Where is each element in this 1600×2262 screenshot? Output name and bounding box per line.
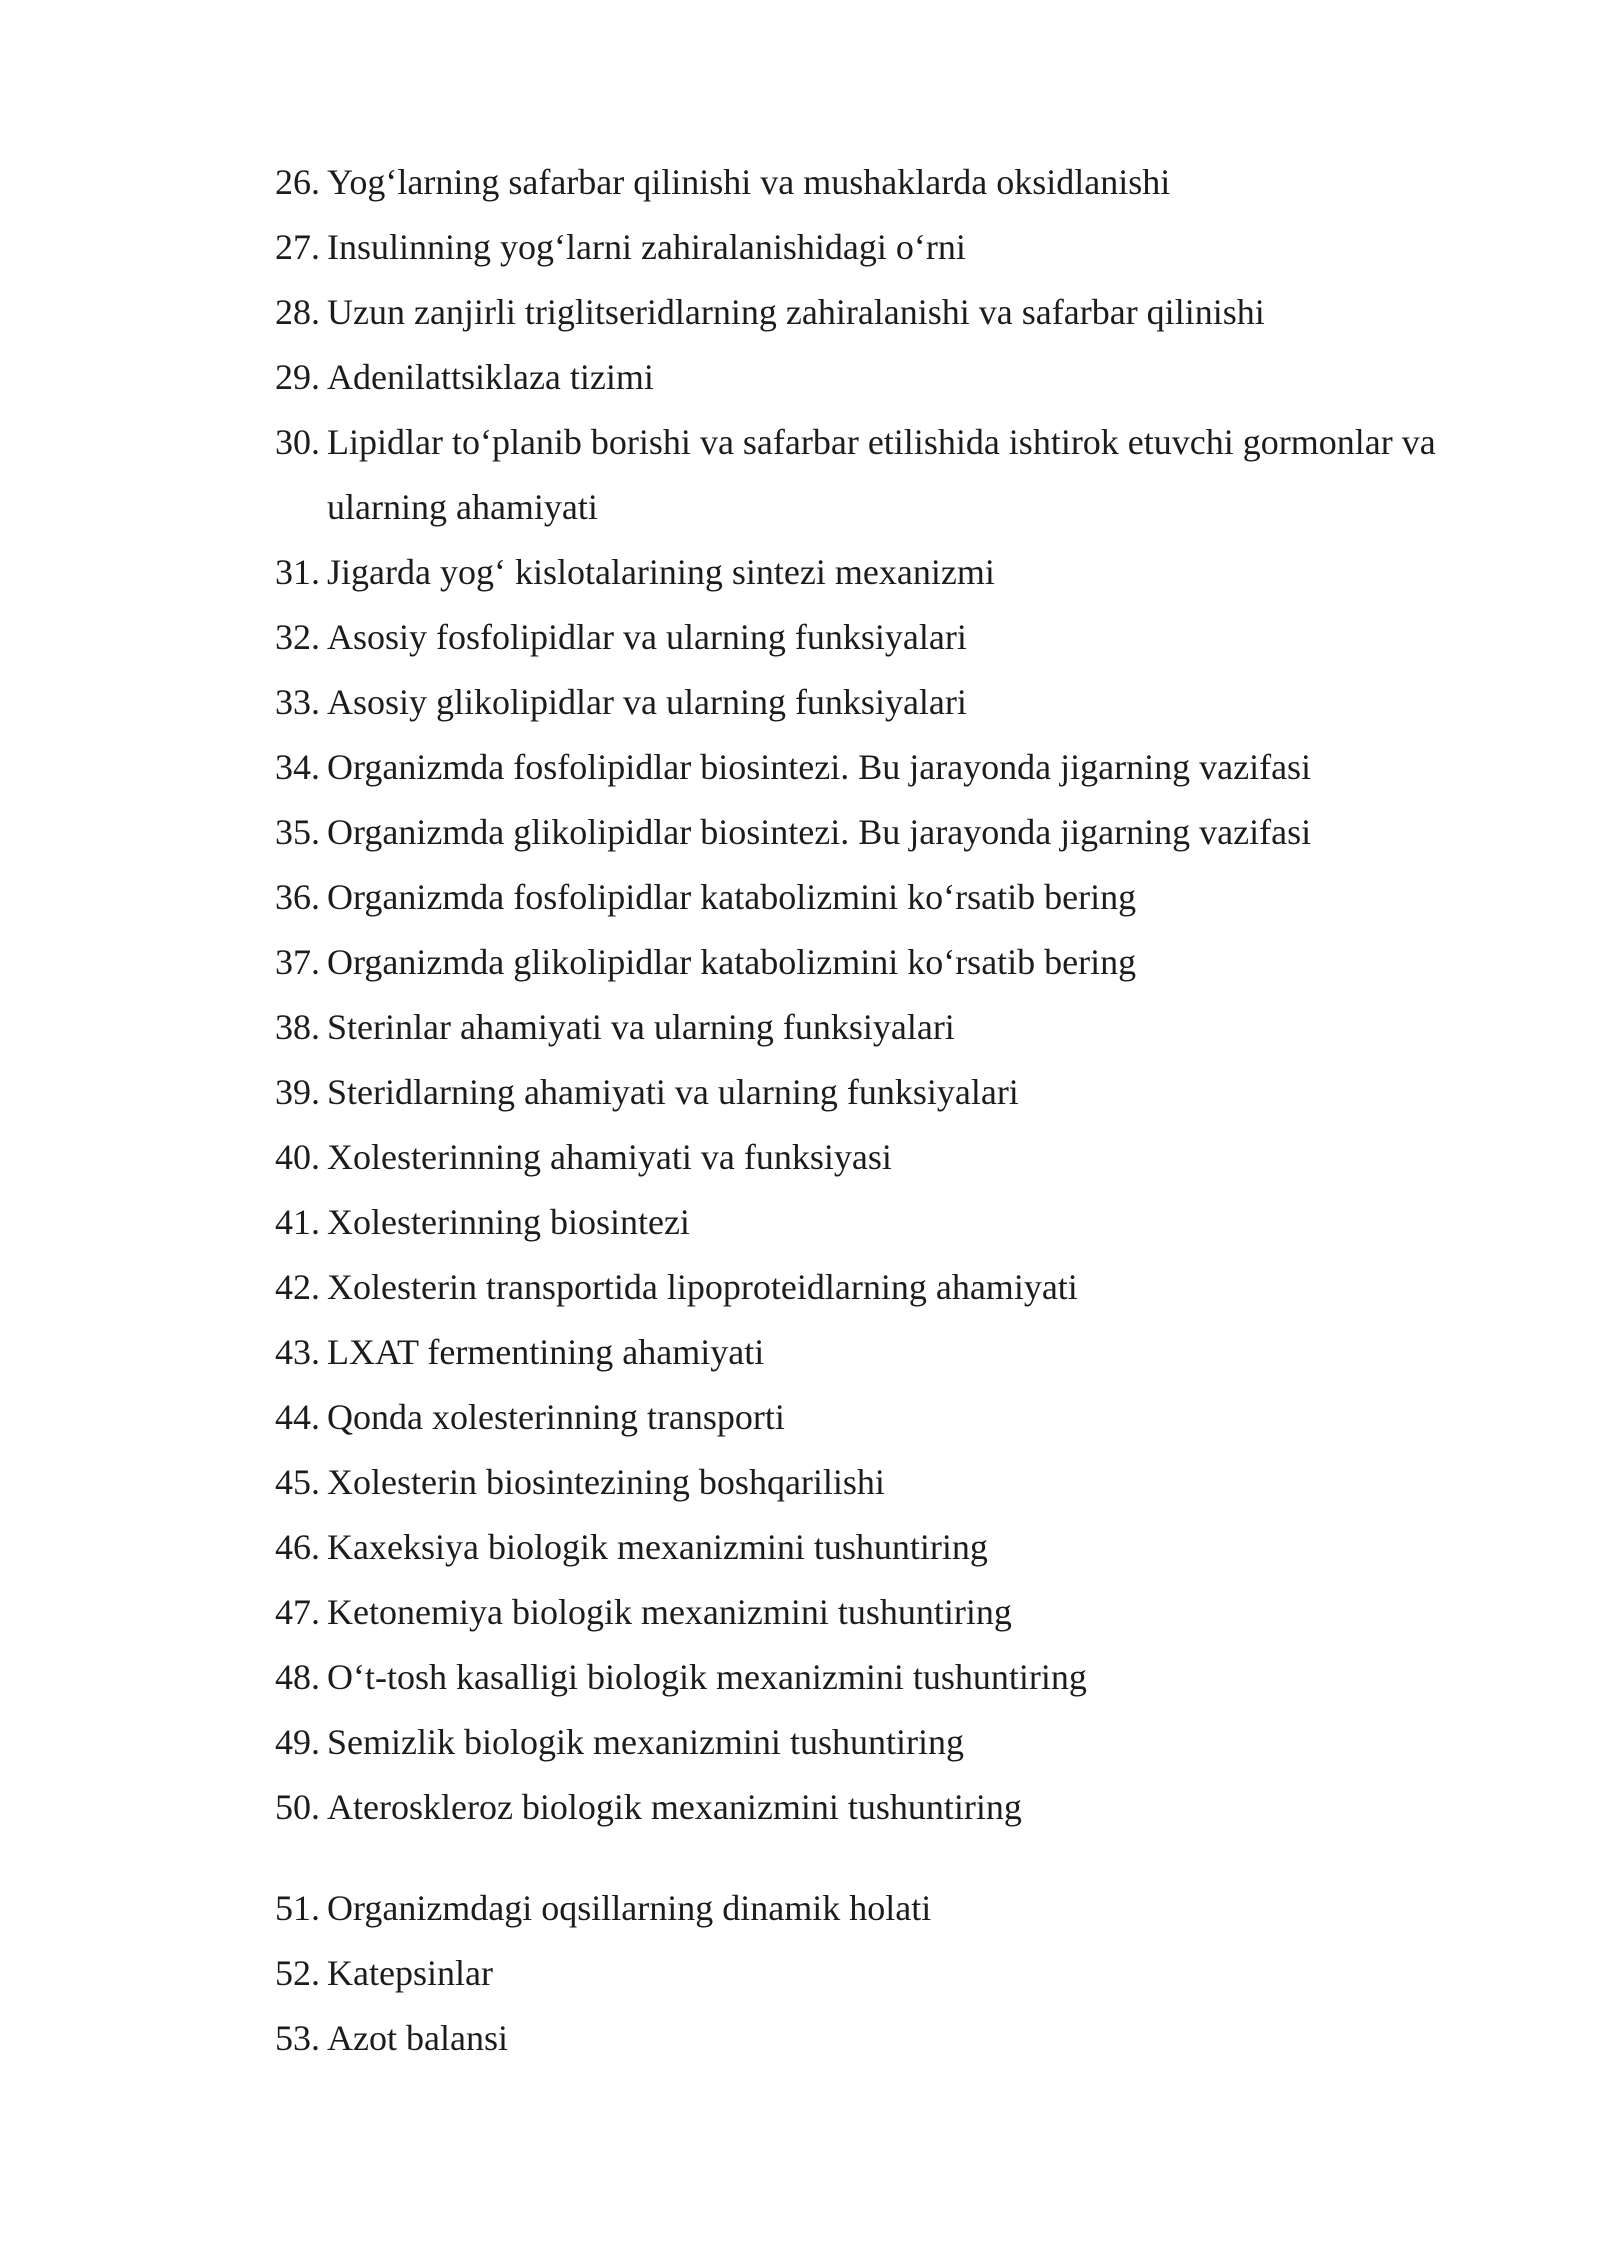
question-text: Uzun zanjirli triglitseridlarning zahiralanishi va safarbar qilinishi	[327, 292, 1265, 332]
question-text: Semizlik biologik mexanizmini tushuntiring	[327, 1722, 964, 1762]
question-item	[275, 1385, 1515, 1450]
question-item	[275, 995, 1515, 1060]
question-item	[275, 1941, 1515, 2006]
question-text: Lipidlar to‘planib borishi va safarbar etilishida ishtirok etuvchi gormonlar va ularning ahamiyati	[327, 422, 1436, 527]
question-text: Steridlarning ahamiyati va ularning funksiyalari	[327, 1072, 1019, 1112]
question-text: Insulinning yog‘larni zahiralanishidagi o‘rni	[327, 227, 966, 267]
question-text: Xolesterinning ahamiyati va funksiyasi	[327, 1137, 892, 1177]
question-item	[275, 1645, 1515, 1710]
question-number: 41.	[275, 1202, 320, 1242]
question-item	[275, 1255, 1515, 1320]
question-item	[275, 1876, 1515, 1941]
question-number: 36.	[275, 877, 320, 917]
question-number: 38.	[275, 1007, 320, 1047]
question-text: Azot balansi	[327, 2018, 508, 2058]
question-list	[275, 150, 1515, 2071]
question-number: 27.	[275, 227, 320, 267]
question-text: Organizmda glikolipidlar biosintezi. Bu jarayonda jigarning vazifasi	[327, 812, 1312, 852]
question-number: 35.	[275, 812, 320, 852]
question-item	[275, 800, 1515, 865]
question-number: 49.	[275, 1722, 320, 1762]
question-number: 47.	[275, 1592, 320, 1632]
question-item	[275, 410, 1515, 540]
question-item	[275, 1125, 1515, 1190]
question-text: Xolesterin biosintezining boshqarilishi	[327, 1462, 885, 1502]
question-number: 39.	[275, 1072, 320, 1112]
question-item	[275, 1060, 1515, 1125]
question-text: Asosiy fosfolipidlar va ularning funksiyalari	[327, 617, 967, 657]
question-number: 32.	[275, 617, 320, 657]
question-item	[275, 670, 1515, 735]
question-text: Organizmdagi oqsillarning dinamik holati	[327, 1888, 932, 1928]
question-number: 28.	[275, 292, 320, 332]
question-number: 43.	[275, 1332, 320, 1372]
question-number: 42.	[275, 1267, 320, 1307]
question-number: 29.	[275, 357, 320, 397]
question-item	[275, 735, 1515, 800]
question-item	[275, 345, 1515, 410]
question-number: 50.	[275, 1787, 320, 1827]
question-number: 37.	[275, 942, 320, 982]
question-number: 53.	[275, 2018, 320, 2058]
question-item	[275, 2006, 1515, 2071]
question-text: O‘t-tosh kasalligi biologik mexanizmini tushuntiring	[327, 1657, 1087, 1697]
question-number: 48.	[275, 1657, 320, 1697]
question-text: Yog‘larning safarbar qilinishi va mushaklarda oksidlanishi	[327, 162, 1171, 202]
question-item	[275, 1710, 1515, 1775]
question-text: Katepsinlar	[327, 1953, 493, 1993]
question-text: Ketonemiya biologik mexanizmini tushuntiring	[327, 1592, 1012, 1632]
question-text: Asosiy glikolipidlar va ularning funksiyalari	[327, 682, 967, 722]
question-text: LXAT fermentining ahamiyati	[327, 1332, 765, 1372]
question-item	[275, 930, 1515, 995]
question-item	[275, 540, 1515, 605]
question-item	[275, 280, 1515, 345]
question-number: 26.	[275, 162, 320, 202]
question-text: Organizmda fosfolipidlar katabolizmini ko‘rsatib bering	[327, 877, 1137, 917]
question-text: Jigarda yog‘ kislotalarining sintezi mexanizmi	[327, 552, 995, 592]
question-text: Sterinlar ahamiyati va ularning funksiyalari	[327, 1007, 955, 1047]
question-number: 30.	[275, 422, 320, 462]
question-item	[275, 1580, 1515, 1645]
group-spacer	[275, 1840, 1515, 1876]
question-text: Xolesterinning biosintezi	[327, 1202, 690, 1242]
question-number: 34.	[275, 747, 320, 787]
question-text: Organizmda fosfolipidlar biosintezi. Bu jarayonda jigarning vazifasi	[327, 747, 1312, 787]
question-item	[275, 1450, 1515, 1515]
question-item	[275, 605, 1515, 670]
question-number: 51.	[275, 1888, 320, 1928]
question-number: 40.	[275, 1137, 320, 1177]
question-number: 45.	[275, 1462, 320, 1502]
question-number: 46.	[275, 1527, 320, 1567]
question-item	[275, 1190, 1515, 1255]
question-text: Adenilattsiklaza tizimi	[327, 357, 654, 397]
question-item	[275, 1515, 1515, 1580]
question-text: Xolesterin transportida lipoproteidlarning ahamiyati	[327, 1267, 1078, 1307]
question-number: 52.	[275, 1953, 320, 1993]
question-text: Qonda xolesterinning transporti	[327, 1397, 785, 1437]
question-item	[275, 150, 1515, 215]
question-text: Ateroskleroz biologik mexanizmini tushuntiring	[327, 1787, 1022, 1827]
question-number: 31.	[275, 552, 320, 592]
question-number: 33.	[275, 682, 320, 722]
question-text: Kaxeksiya biologik mexanizmini tushuntiring	[327, 1527, 988, 1567]
question-number: 44.	[275, 1397, 320, 1437]
question-item	[275, 1775, 1515, 1840]
question-item	[275, 215, 1515, 280]
question-text: Organizmda glikolipidlar katabolizmini ko‘rsatib bering	[327, 942, 1137, 982]
question-item	[275, 865, 1515, 930]
question-item	[275, 1320, 1515, 1385]
